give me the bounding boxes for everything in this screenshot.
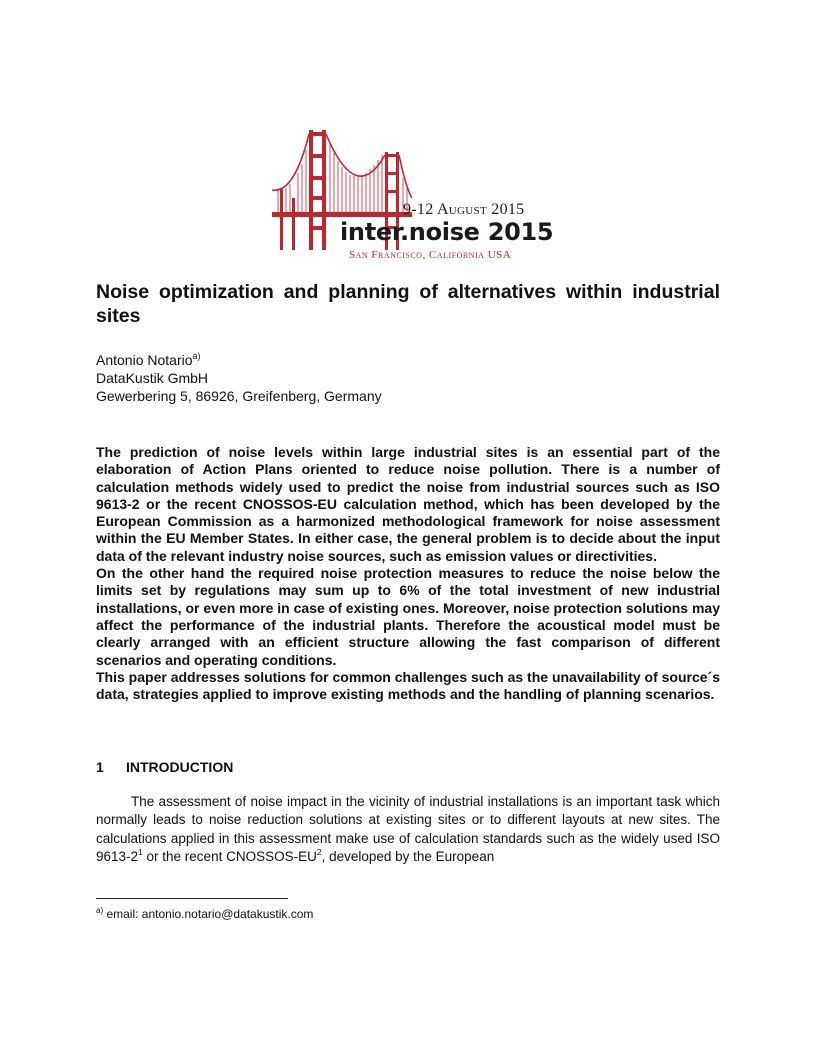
conference-name: inter.noise 2015 <box>340 218 554 246</box>
conference-location: San Francisco, California USA <box>349 249 512 261</box>
intro-text-2: or the recent CNOSSOS-EU <box>142 848 317 864</box>
abstract-paragraph: The prediction of noise levels within large industrial sites is an essential part of the elaboration of Action Plans oriented to reduce noise pollution. There is a number of calculation methods widely used to predict the noise from industrial sources such as ISO 9613-2 or the recent CNOSSOS-EU calculation method, which has been developed by the European Commission as a harmonized methodological framework for noise assessment within the EU Member States. In either case, the general problem is to decide about the input data of the relevant industry noise sources, such as emission values or directivities. <box>96 444 720 564</box>
footnote-mark: a) <box>96 906 104 915</box>
reference-2: 2 <box>316 846 322 857</box>
footnote-divider <box>96 898 288 899</box>
author-organization: DataKustik GmbH <box>96 370 209 386</box>
author-block <box>96 351 382 405</box>
intro-text-1: The assessment of noise impact in the vicinity of industrial installations is an important task which normally leads to noise reduction solutions at existing sites or to different layouts at new sites. The calculations applied in this assessment make use of calculation standards such as the widely used ISO 9613-2 <box>96 794 720 864</box>
footnote <box>96 907 313 921</box>
section-number: 1 <box>96 759 104 775</box>
introduction-paragraph <box>96 793 720 866</box>
section-title: INTRODUCTION <box>126 759 234 775</box>
author-name-line <box>96 351 382 369</box>
reference-1: 1 <box>138 846 143 857</box>
footnote-text: email: antonio.notario@datakustik.com <box>103 907 314 921</box>
abstract-paragraph: On the other hand the required noise protection measures to reduce the noise below the limits set by regulations may sum up to 6% of the total investment of new industrial installations, or even more in case of existing ones. Moreover, noise protection solutions may affect the performance of the industrial plants. Therefore the acoustical model must be clearly arranged with an efficient structure allowing the fast comparison of different scenarios and operating conditions. <box>96 565 720 668</box>
conference-date: 9-12 August 2015 <box>403 201 525 218</box>
abstract-paragraph: This paper addresses solutions for common challenges such as the unavailability of source´s data, strategies applied to improve existing methods and the handling of planning scenarios. <box>96 668 720 703</box>
conference-logo <box>272 128 554 268</box>
author-address: Gewerbering 5, 86926, Greifenberg, Germany <box>96 388 382 404</box>
paper-title: Noise optimization and planning of alternatives within industrial sites <box>96 281 720 327</box>
section-heading <box>96 758 233 776</box>
intro-text-3: , developed by the European <box>321 848 495 864</box>
abstract <box>96 444 720 703</box>
author-name: Antonio Notario <box>96 352 193 368</box>
affiliation-mark: a) <box>192 351 201 361</box>
